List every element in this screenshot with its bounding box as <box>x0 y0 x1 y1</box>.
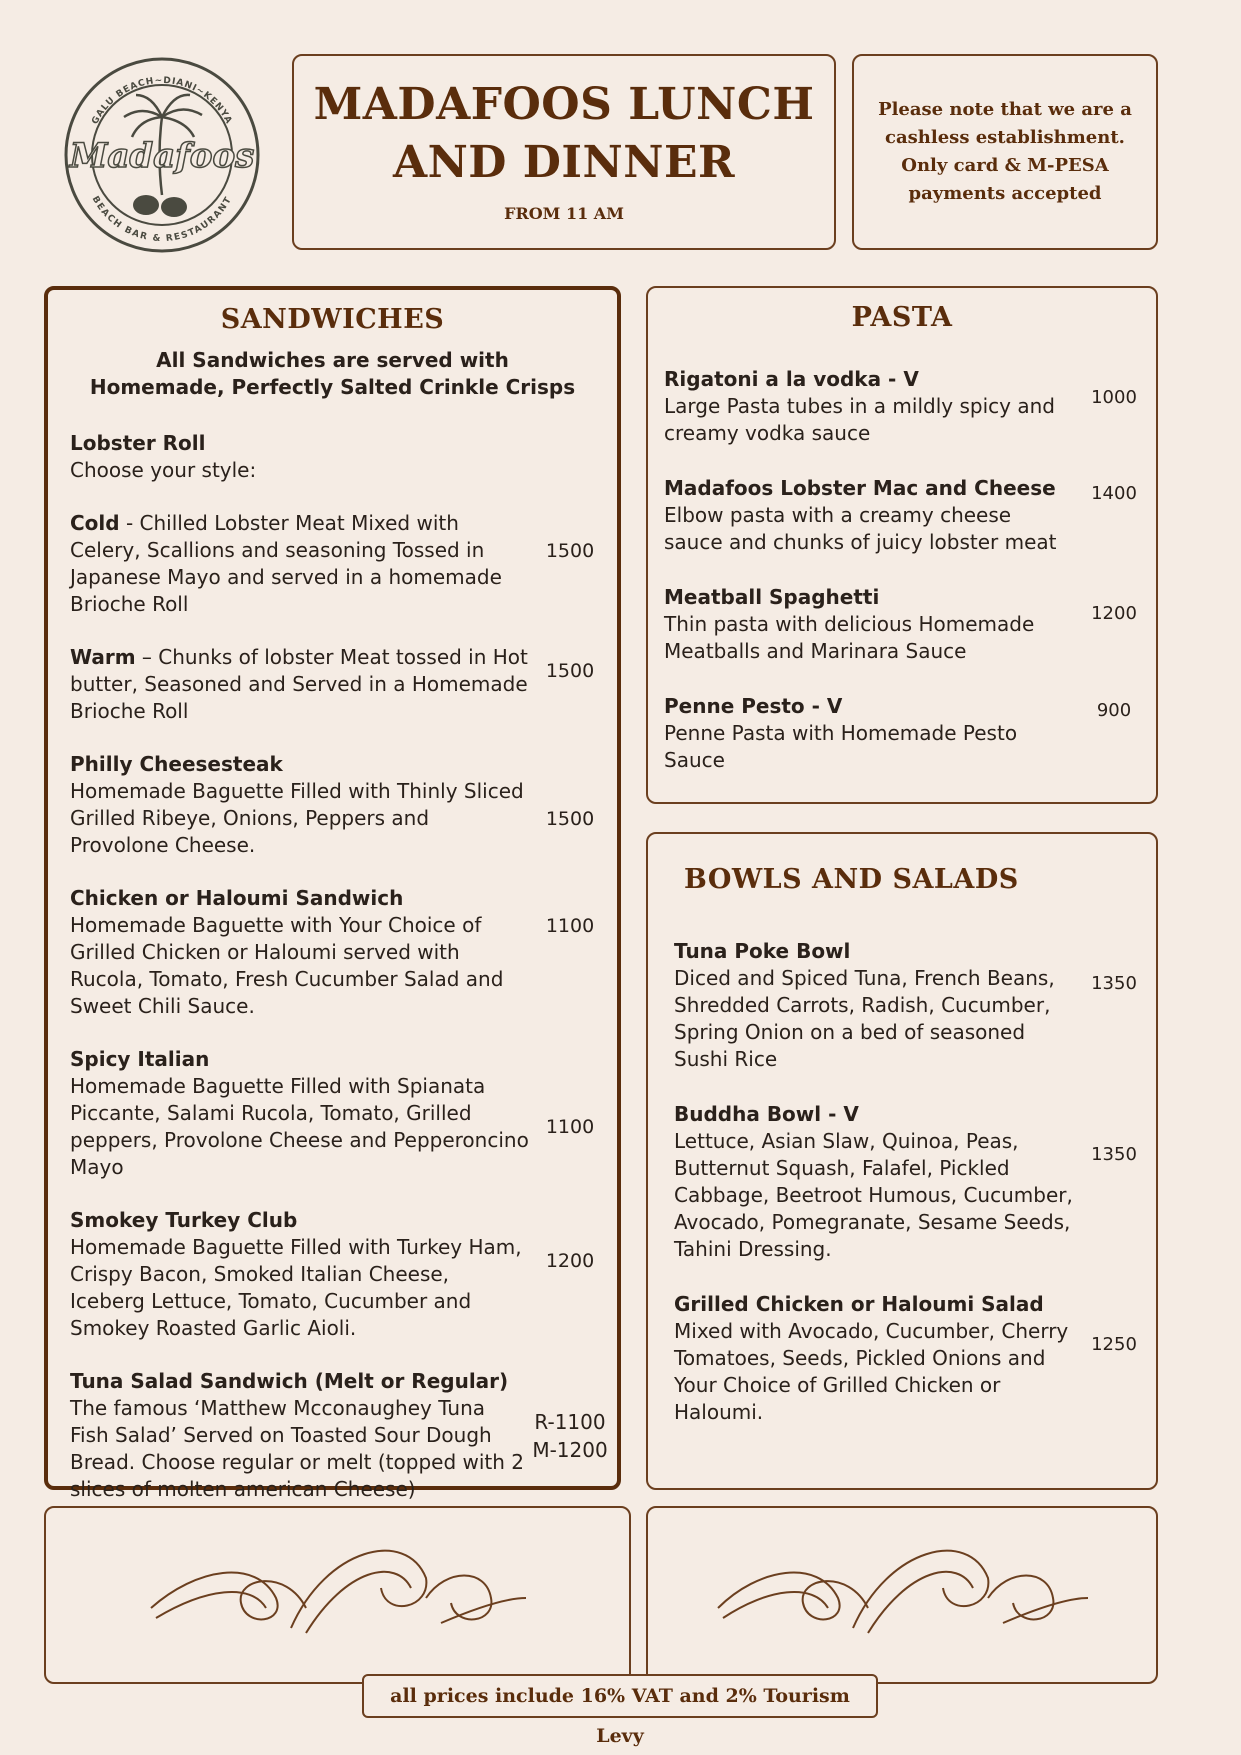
menu-item-lobster-warm <box>70 644 600 725</box>
pasta-list <box>664 366 1154 774</box>
payment-notice: Please note that we are a cashless establishment. Only card & M-PESA payments accepted <box>878 99 1132 204</box>
item-price: 1500 <box>545 660 595 682</box>
item-price: 1400 <box>1091 483 1137 504</box>
sandwiches-section <box>44 286 621 1501</box>
menu-item-lobster-roll <box>70 430 600 484</box>
menu-item-grilled-chicken-haloumi-salad <box>674 1291 1154 1426</box>
pasta-section <box>646 286 1158 804</box>
item-name: Chicken or Haloumi Sandwich <box>70 886 404 910</box>
menu-item-philly-cheesesteak <box>70 751 600 859</box>
item-price: 1350 <box>1091 973 1137 994</box>
menu-item-spicy-italian <box>70 1046 600 1181</box>
menu-item-tuna-poke-bowl <box>674 938 1154 1073</box>
item-name: Rigatoni a la vodka - V <box>664 367 919 391</box>
item-desc: - Chilled Lobster Meat Mixed with Celery, Scallions and seasoning Tossed in Japanese Mayo and served in a homemade Brioche Roll <box>70 511 502 616</box>
item-desc: Penne Pasta with Homemade Pesto Sauce <box>664 721 1018 772</box>
item-name: Penne Pesto - V <box>664 694 843 718</box>
item-price: 1500 <box>545 540 595 562</box>
item-desc: The famous ‘Matthew Mcconaughey Tuna Fish Salad’ Served on Toasted Sour Dough Bread. Choose regular or melt (topped with 2 slices of molten american Cheese) <box>70 1396 525 1501</box>
menu-item-meatball-spaghetti <box>664 584 1154 665</box>
item-desc: Homemade Baguette Filled with Thinly Sliced Grilled Ribeye, Onions, Peppers and Provolone Cheese. <box>70 779 524 857</box>
title-line-2: AND DINNER <box>392 137 736 188</box>
bowls-list <box>674 938 1154 1426</box>
logo-bottom-text: BEACH BAR & RESTAURANT <box>89 194 235 245</box>
item-price: 1500 <box>545 808 595 830</box>
item-name: Spicy Italian <box>70 1047 210 1071</box>
wave-icon <box>46 1508 633 1686</box>
item-price: 900 <box>1096 700 1132 721</box>
item-desc: Choose your style: <box>70 458 257 482</box>
title-line-1: MADAFOOS LUNCH <box>313 79 815 130</box>
menu-item-buddha-bowl <box>674 1101 1154 1263</box>
intro-line-2: Homemade, Perfectly Salted Crinkle Crisps <box>89 375 576 399</box>
item-name: Smokey Turkey Club <box>70 1208 298 1232</box>
bowls-salads-section <box>646 832 1158 1490</box>
item-name: Madafoos Lobster Mac and Cheese <box>664 476 1056 500</box>
item-desc: Large Pasta tubes in a mildly spicy and creamy vodka sauce <box>664 394 1055 445</box>
logo-top-text: GALU BEACH~DIANI~KENYA <box>90 75 234 127</box>
item-desc: Diced and Spiced Tuna, French Beans, Shredded Carrots, Radish, Cucumber, Spring Onion on a bed of seasoned Sushi Rice <box>674 966 1055 1071</box>
item-price: 1000 <box>1091 387 1137 408</box>
item-desc: Elbow pasta with a creamy cheese sauce and chunks of juicy lobster meat <box>664 503 1057 554</box>
item-name: Grilled Chicken or Haloumi Salad <box>674 1292 1044 1316</box>
item-name: Meatball Spaghetti <box>664 585 880 609</box>
item-price <box>525 1408 615 1464</box>
item-desc: Homemade Baguette Filled with Turkey Ham, Crispy Bacon, Smoked Italian Cheese, Iceberg Lettuce, Tomato, Cucumber and Smokey Roasted Garlic Aioli. <box>70 1235 522 1340</box>
restaurant-logo <box>62 55 262 255</box>
vat-note: all prices include 16% VAT and 2% Tourism Levy <box>390 1685 850 1747</box>
item-desc: – Chunks of lobster Meat tossed in Hot butter, Seasoned and Served in a Homemade Brioche Roll <box>70 645 528 723</box>
wave-panel-left <box>44 1506 631 1684</box>
item-desc: Homemade Baguette with Your Choice of Grilled Chicken or Haloumi served with Rucola, Tomato, Fresh Cucumber Salad and Sweet Chili Sauce. <box>70 913 504 1018</box>
menu-item-smokey-turkey-club <box>70 1207 600 1342</box>
menu-item-rigatoni <box>664 366 1154 447</box>
item-name: Buddha Bowl - V <box>674 1102 859 1126</box>
logo-name: Madafoos <box>69 136 255 176</box>
price-regular: R-1100 <box>534 1410 606 1434</box>
intro-line-1: All Sandwiches are served with <box>156 348 509 372</box>
item-price: 1200 <box>1091 603 1137 624</box>
item-name: Lobster Roll <box>70 431 206 455</box>
coconut-icon <box>133 195 187 217</box>
item-name: Warm <box>70 645 136 669</box>
sandwiches-intro <box>48 347 617 401</box>
item-price: 1200 <box>545 1250 595 1272</box>
item-price: 1100 <box>545 1116 595 1138</box>
menu-item-tuna-salad-sandwich <box>70 1368 608 1503</box>
wave-icon <box>648 1508 1160 1686</box>
item-name: Tuna Salad Sandwich (Melt or Regular) <box>70 1369 509 1393</box>
menu-item-penne-pesto <box>664 693 1154 774</box>
menu-item-chicken-haloumi-sandwich <box>70 885 600 1020</box>
sandwiches-list <box>70 430 608 1503</box>
item-desc: Thin pasta with delicious Homemade Meatballs and Marinara Sauce <box>664 612 1035 663</box>
page-title <box>294 76 834 192</box>
item-desc: Lettuce, Asian Slaw, Quinoa, Peas, Butternut Squash, Falafel, Pickled Cabbage, Beetroot Humous, Cucumber, Avocado, Pomegranate, Sesame Seeds, Tahini Dressing. <box>674 1129 1073 1261</box>
item-desc: Homemade Baguette Filled with Spianata Piccante, Salami Rucola, Tomato, Grilled peppers, Provolone Cheese and Pepperoncino Mayo <box>70 1074 529 1179</box>
wave-panel-right <box>646 1506 1158 1684</box>
opening-time: FROM 11 AM <box>504 204 624 223</box>
payment-notice-box <box>852 54 1158 250</box>
item-price: 1350 <box>1091 1144 1137 1165</box>
item-name: Cold <box>70 511 120 535</box>
item-name: Tuna Poke Bowl <box>674 939 851 963</box>
menu-item-lobster-cold <box>70 510 600 618</box>
price-melt: M-1200 <box>532 1438 608 1462</box>
menu-item-lobster-mac-cheese <box>664 475 1154 556</box>
footer-box <box>362 1674 878 1747</box>
title-box <box>292 54 836 250</box>
item-name: Philly Cheesesteak <box>70 752 283 776</box>
item-desc: Mixed with Avocado, Cucumber, Cherry Tomatoes, Seeds, Pickled Onions and Your Choice of Grilled Chicken or Haloumi. <box>674 1319 1069 1424</box>
bowls-title: BOWLS AND SALADS <box>684 864 1019 895</box>
item-price: 1250 <box>1091 1334 1137 1355</box>
sandwiches-title: SANDWICHES <box>220 304 445 335</box>
pasta-title: PASTA <box>851 302 953 333</box>
item-price: 1100 <box>545 915 595 937</box>
